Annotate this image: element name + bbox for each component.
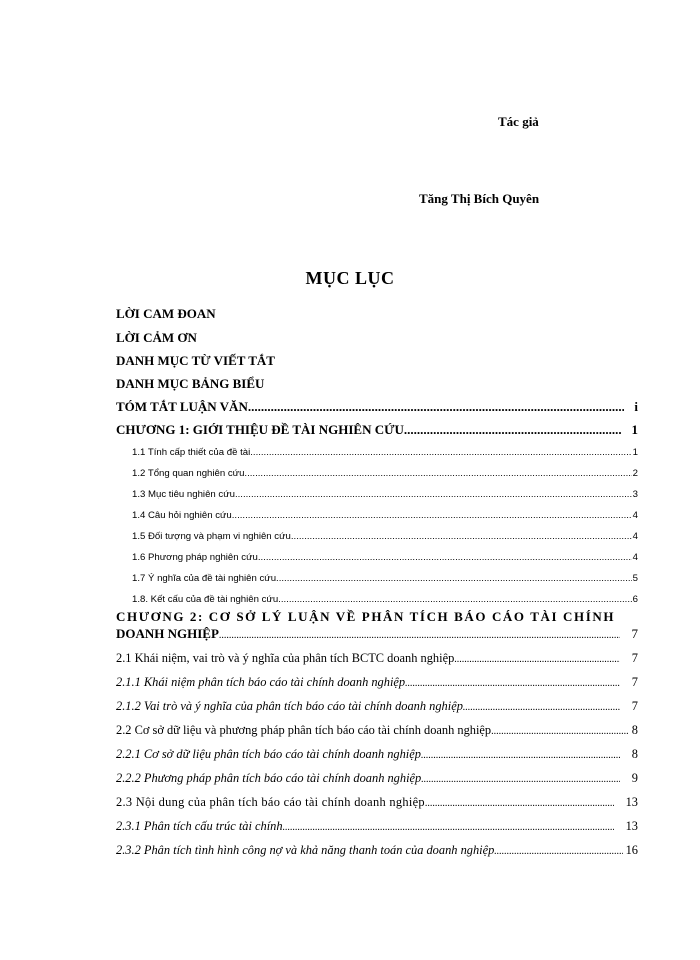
toc-entry-label: 2.2.2 Phương pháp phân tích báo cáo tài chính doanh nghiệp (116, 771, 422, 785)
table-of-contents (116, 0, 638, 960)
toc-entry-chuong-2-cont[interactable] (116, 626, 638, 642)
leader-dots (244, 468, 631, 479)
author-label: Tác giả (498, 114, 539, 129)
toc-entry[interactable] (116, 675, 638, 690)
toc-entry-danh-muc-tu-viet-tat[interactable] (116, 353, 638, 369)
toc-page-number: 7 (631, 675, 638, 689)
toc-entry-label: 1.4 Câu hỏi nghiên cứu (132, 510, 232, 521)
toc-entry-label: 1.2 Tổng quan nghiên cứu (132, 468, 245, 479)
toc-page-number: 3 (632, 489, 638, 500)
toc-entry-label: CHƯƠNG 2: CƠ SỞ LÝ LUẬN VỀ PHÂN TÍCH BÁO CÁO TÀI CHÍNH (116, 609, 616, 624)
toc-page-number: 13 (625, 795, 638, 809)
leader-dots (463, 702, 620, 713)
toc-entry-chuong-2[interactable] (116, 609, 638, 625)
leader-dots (235, 489, 632, 500)
toc-page-number: 16 (625, 843, 638, 857)
toc-page-number: 4 (632, 552, 638, 563)
toc-entry[interactable] (116, 468, 638, 479)
leader-dots (494, 846, 622, 857)
toc-page-number: i (634, 399, 638, 414)
leader-dots (278, 594, 631, 605)
toc-page-number: 4 (632, 510, 638, 521)
leader-dots (491, 726, 628, 737)
toc-entry-label: 2.3.2 Phân tích tình hình công nợ và khả năng thanh toán của doanh nghiệp (116, 843, 495, 857)
toc-entry-label: LỜI CAM ĐOAN (116, 306, 216, 321)
leader-dots (291, 531, 632, 542)
toc-entry[interactable] (116, 510, 638, 521)
leader-dots (454, 654, 620, 665)
toc-entry-label: CHƯƠNG 1: GIỚI THIỆU ĐỀ TÀI NGHIÊN CỨU (116, 422, 404, 437)
toc-page-number: 7 (631, 699, 638, 713)
toc-entry-label: LỜI CẢM ƠN (116, 330, 197, 345)
toc-entry[interactable] (116, 771, 638, 786)
toc-entry-chuong-1[interactable] (116, 422, 638, 438)
toc-page-number: 7 (631, 626, 638, 641)
toc-entry-label: 1.6 Phương pháp nghiên cứu (132, 552, 258, 563)
page-title: MỤC LỤC (305, 268, 395, 288)
toc-entry[interactable] (116, 594, 638, 605)
toc-entry-label: 1.7 Ý nghĩa của đề tài nghiên cứu (132, 573, 277, 584)
toc-entry[interactable] (116, 447, 638, 458)
leader-dots (405, 678, 620, 689)
toc-entry-label: DANH MỤC BẢNG BIỂU (116, 376, 265, 391)
toc-entry-danh-muc-bang-bieu[interactable] (116, 376, 638, 392)
toc-entry-label: 1.1 Tính cấp thiết của đề tài (132, 447, 251, 458)
toc-entry[interactable] (116, 843, 638, 858)
toc-entry[interactable] (116, 819, 638, 834)
leader-dots (421, 750, 620, 761)
toc-page-number: 4 (632, 531, 638, 542)
leader-dots (250, 447, 631, 458)
toc-page-number: 8 (631, 723, 638, 737)
toc-page-number: 1 (632, 447, 638, 458)
toc-entry-label: 2.3 Nội dung của phân tích báo cáo tài chính doanh nghiệp (116, 795, 425, 809)
toc-entry[interactable] (116, 651, 638, 666)
leader-dots (283, 822, 614, 833)
toc-page-number: 13 (625, 819, 638, 833)
toc-entry-loi-cam-on[interactable] (116, 330, 638, 346)
toc-page-number: 1 (631, 422, 638, 437)
toc-page-number: 2 (632, 468, 638, 479)
toc-entry-tom-tat[interactable] (116, 399, 638, 415)
leader-dots (248, 399, 625, 415)
toc-entry-label: 2.1.1 Khái niệm phân tích báo cáo tài chính doanh nghiệp (116, 675, 406, 689)
toc-entry-label-cont: DOANH NGHIỆP (116, 626, 219, 641)
leader-dots (421, 774, 620, 785)
leader-dots (404, 422, 622, 438)
toc-page-number: 7 (631, 651, 638, 665)
leader-dots (219, 630, 620, 641)
toc-entry-label: 1.5 Đối tượng và phạm vi nghiên cứu (132, 531, 291, 542)
toc-entry-loi-cam-doan[interactable] (116, 306, 638, 322)
toc-entry[interactable] (116, 723, 638, 738)
toc-entry[interactable] (116, 747, 638, 762)
toc-entry-label: 2.1.2 Vai trò và ý nghĩa của phân tích báo cáo tài chính doanh nghiệp (116, 699, 463, 713)
toc-entry-label: 1.8. Kết cấu của đề tài nghiên cứu (132, 594, 279, 605)
toc-page-number: 9 (631, 771, 638, 785)
toc-entry-label: 2.2.1 Cơ sở dữ liệu phân tích báo cáo tài chính doanh nghiệp (116, 747, 421, 761)
toc-entry-label: 2.1 Khái niệm, vai trò và ý nghĩa của phân tích BCTC doanh nghiệp (116, 651, 455, 665)
toc-page-number: 5 (632, 573, 638, 584)
toc-entry[interactable] (116, 489, 638, 500)
toc-entry-label: 2.3.1 Phân tích cấu trúc tài chính (116, 819, 283, 833)
leader-dots (276, 573, 632, 584)
leader-dots (258, 552, 632, 563)
leader-dots (425, 798, 614, 809)
toc-entry-label: 1.3 Mục tiêu nghiên cứu (132, 489, 235, 500)
toc-entry-label: 2.2 Cơ sở dữ liệu và phương pháp phân tích báo cáo tài chính doanh nghiệp (116, 723, 492, 737)
toc-page-number: 8 (631, 747, 638, 761)
toc-entry[interactable] (116, 531, 638, 542)
toc-page-number: 6 (632, 594, 638, 605)
toc-entry[interactable] (116, 699, 638, 714)
author-name: Tăng Thị Bích Quyên (419, 191, 540, 206)
toc-entry[interactable] (116, 795, 638, 810)
toc-entry-label: TÓM TẮT LUẬN VĂN (116, 399, 248, 414)
leader-dots (232, 510, 632, 521)
toc-entry-label: DANH MỤC TỪ VIẾT TẮT (116, 353, 275, 368)
toc-entry[interactable] (116, 573, 638, 584)
toc-entry[interactable] (116, 552, 638, 563)
